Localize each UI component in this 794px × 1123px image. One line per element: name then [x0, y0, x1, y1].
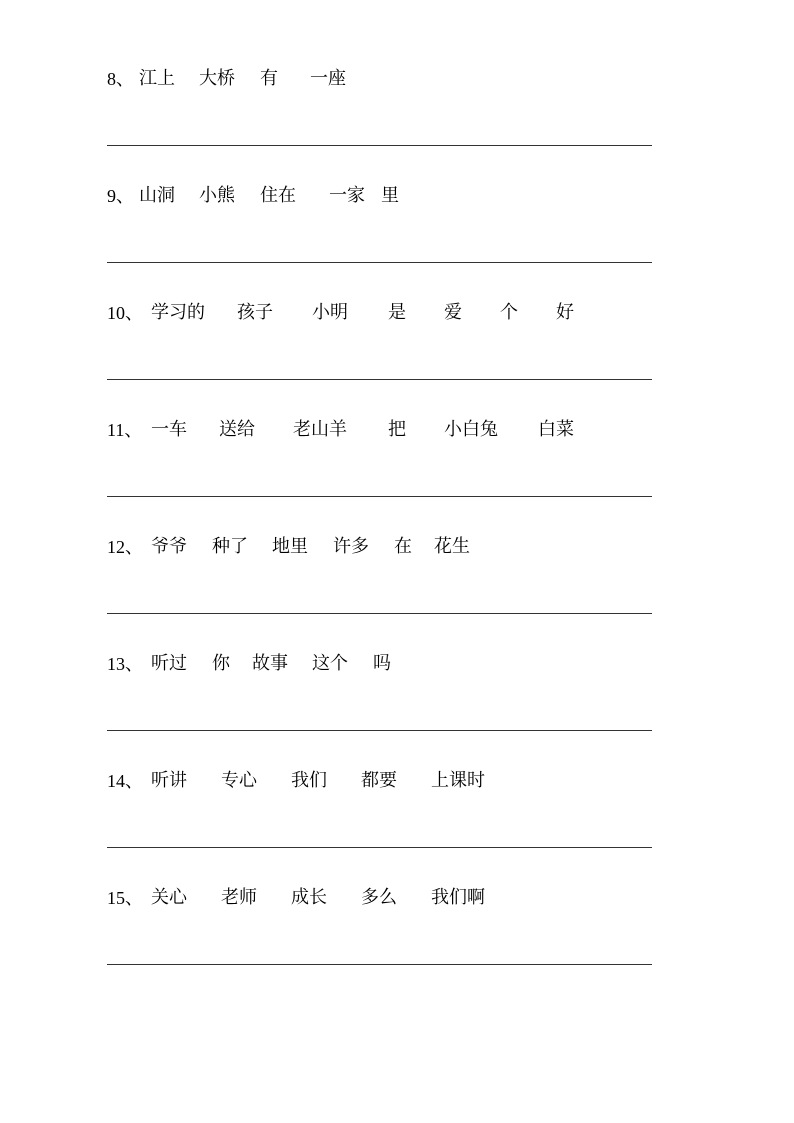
word-chip: 白菜 — [538, 419, 574, 440]
word-chip: 花生 — [434, 536, 470, 557]
exercise-prompt — [107, 535, 470, 559]
answer-line[interactable] — [107, 964, 652, 965]
word-chip: 有 — [260, 68, 278, 89]
word-chip: 上课时 — [431, 770, 485, 791]
word-chip: 你 — [212, 653, 230, 674]
word-chip: 一车 — [151, 419, 187, 440]
exercise-prompt — [107, 67, 346, 91]
word-chip: 老师 — [221, 887, 257, 908]
word-chip: 我们啊 — [431, 887, 485, 908]
exercise-number: 14、 — [107, 771, 143, 791]
exercise-number: 12、 — [107, 537, 143, 557]
word-chip: 送给 — [219, 419, 255, 440]
word-chip: 爱 — [444, 302, 462, 323]
word-chip: 小明 — [312, 302, 348, 323]
word-chip: 一家 — [329, 185, 365, 206]
exercise-prompt — [107, 769, 485, 793]
exercise-number: 13、 — [107, 654, 143, 674]
word-chip: 听过 — [151, 653, 187, 674]
exercise-number: 9、 — [107, 186, 134, 206]
word-chip: 大桥 — [199, 68, 235, 89]
answer-line[interactable] — [107, 496, 652, 497]
word-chip: 个 — [500, 302, 518, 323]
word-chip: 老山羊 — [293, 419, 347, 440]
exercise-number: 8、 — [107, 69, 134, 89]
answer-line[interactable] — [107, 730, 652, 731]
exercise-prompt — [107, 652, 391, 676]
word-chip: 孩子 — [237, 302, 273, 323]
answer-line[interactable] — [107, 379, 652, 380]
answer-line[interactable] — [107, 262, 652, 263]
word-chip: 住在 — [260, 185, 296, 206]
answer-line[interactable] — [107, 145, 652, 146]
word-chip: 这个 — [312, 653, 348, 674]
exercise-number: 11、 — [107, 420, 143, 440]
word-chip: 学习的 — [151, 302, 205, 323]
exercise-prompt — [107, 301, 574, 325]
word-chip: 许多 — [333, 536, 369, 557]
exercise-number: 15、 — [107, 888, 143, 908]
word-chip: 把 — [388, 419, 406, 440]
exercise-number: 10、 — [107, 303, 143, 323]
word-chip: 爷爷 — [151, 536, 187, 557]
word-chip: 都要 — [361, 770, 397, 791]
word-chip: 成长 — [291, 887, 327, 908]
word-chip: 我们 — [291, 770, 327, 791]
word-chip: 在 — [394, 536, 412, 557]
word-chip: 好 — [556, 302, 574, 323]
exercise-prompt — [107, 418, 574, 442]
word-chip: 种了 — [212, 536, 248, 557]
word-chip: 地里 — [272, 536, 308, 557]
word-chip: 江上 — [139, 68, 175, 89]
word-chip: 关心 — [151, 887, 187, 908]
exercise-prompt — [107, 886, 485, 910]
word-chip: 里 — [381, 185, 399, 206]
word-chip: 故事 — [252, 653, 288, 674]
word-chip: 听讲 — [151, 770, 187, 791]
word-chip: 小熊 — [199, 185, 235, 206]
answer-line[interactable] — [107, 847, 652, 848]
word-chip: 是 — [388, 302, 406, 323]
answer-line[interactable] — [107, 613, 652, 614]
word-chip: 一座 — [310, 68, 346, 89]
word-chip: 小白兔 — [444, 419, 498, 440]
exercise-prompt — [107, 184, 399, 208]
word-chip: 山洞 — [139, 185, 175, 206]
word-chip: 吗 — [373, 653, 391, 674]
word-chip: 专心 — [221, 770, 257, 791]
word-chip: 多么 — [361, 887, 397, 908]
